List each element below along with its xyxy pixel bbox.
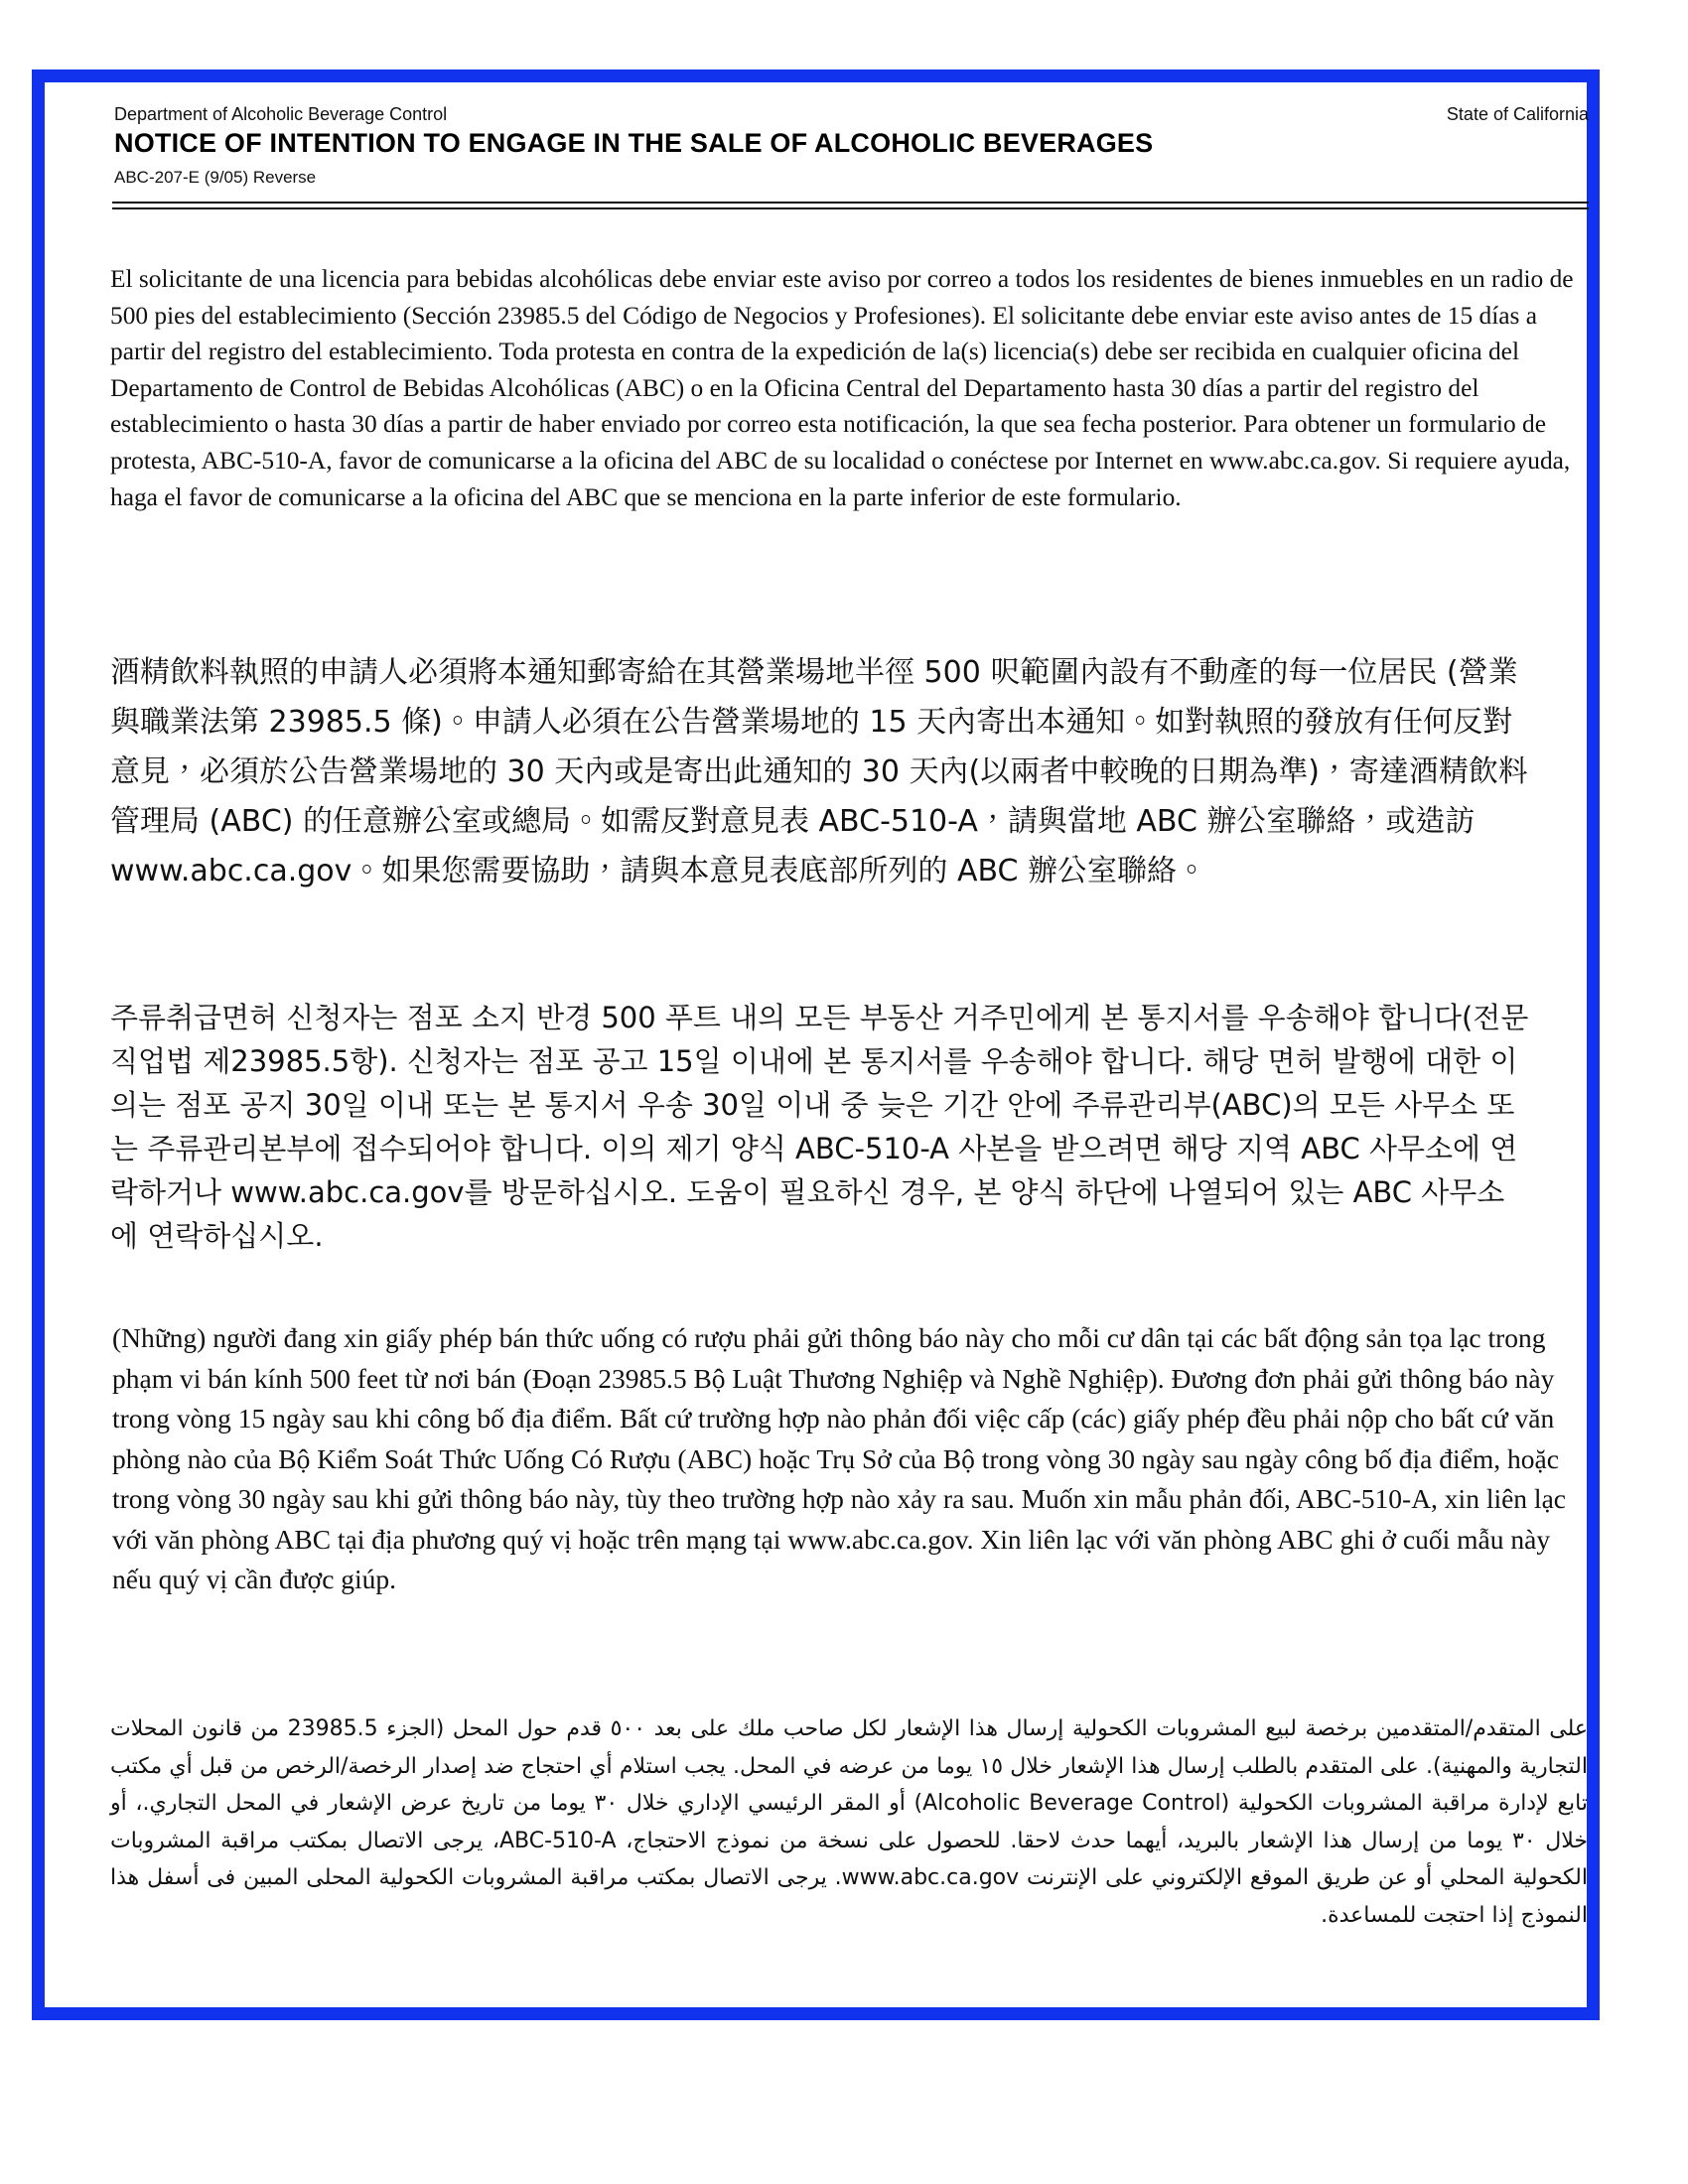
korean-paragraph: 주류취급면허 신청자는 점포 소지 반경 500 푸트 내의 모든 부동산 거주민에게 본 통지서를 우송해야 합니다(전문직업법 제23985.5항). 신청자는 점포 공고 15일 이내에 본 통지서를 우송해야 합니다. 해당 면허 발행에 대한 이의는 점포 공지 30일 이내 또는 본 통지서 우송 30일 이내 중 늦은 기간 안에 주류관리부(ABC)의 모든 사무소 또는 주류관리본부에 접수되어야 합니다. 이의 제기 양식 ABC-510-A 사본을 받으려면 해당 지역 ABC 사무소에 연락하거나 www.abc.ca.gov를 방문하십시오. 도움이 필요하신 경우, 본 양식 하단에 나열되어 있는 ABC 사무소에 연락하십시오. — [110, 1001, 1529, 1253]
page-frame — [32, 69, 1600, 2020]
form-number: ABC-207-E (9/05) Reverse — [114, 168, 317, 187]
vietnamese-paragraph: (Những) người đang xin giấy phép bán thức uống có rượu phải gửi thông báo này cho mỗi cư dân tại các bất động sản tọa lạc trong phạm vi bán kính 500 feet từ nơi bán (Đoạn 23985.5 Bộ Luật Thương Nghiệp và Nghề Nghiệp). Đương đơn phải gửi thông báo này trong vòng 15 ngày sau khi công bố địa điểm. Bất cứ trường hợp nào phản đối việc cấp (các) giấy phép đều phải nộp cho bất cứ văn phòng nào của Bộ Kiểm Soát Thức Uống Có Rượu (ABC) hoặc Trụ Sở của Bộ trong vòng 30 ngày sau ngày công bố địa điểm, hoặc trong vòng 30 ngày sau khi gửi thông báo này, tùy theo trường hợp nào xảy ra sau. Muốn xin mẫu phản đối, ABC-510-A, xin liên lạc với văn phòng ABC tại địa phương quý vị hoặc trên mạng tại www.abc.ca.gov. Xin liên lạc với văn phòng ABC ghi ở cuối mẫu này nếu quý vị cần được giúp. — [112, 1322, 1566, 1594]
spanish-paragraph: El solicitante de una licencia para bebidas alcohólicas debe enviar este aviso por correo a todos los residentes de bienes inmuebles en un radio de 500 pies del establecimiento (Sección 23985.5 del Código de Negocios y Profesiones). El solicitante debe enviar este aviso antes de 15 días a partir del registro del establecimiento. Toda protesta en contra de la expedición de la(s) licencia(s) debe ser recibida en cualquier oficina del Departamento de Control de Bebidas Alcohólicas (ABC) o en la Oficina Central del Departamento hasta 30 días a partir del registro del establecimiento o hasta 30 días a partir de haber enviado por correo esta notificación, la que sea fecha posterior. Para obtener un formulario de protesta, ABC-510-A, favor de comunicarse a la oficina del ABC de su localidad o conéctese por Internet en www.abc.ca.gov. Si requiere ayuda, haga el favor de comunicarse a la oficina del ABC que se menciona en la parte inferior de este formulario. — [110, 265, 1574, 511]
header-divider-bottom — [112, 207, 1589, 209]
form-title: NOTICE OF INTENTION TO ENGAGE IN THE SALE OF ALCOHOLIC BEVERAGES — [114, 128, 1154, 158]
state-name: State of California — [1446, 104, 1589, 124]
arabic-paragraph: على المتقدم/المتقدمين برخصة لبيع المشروبات الكحولية إرسال هذا الإشعار لكل صاحب ملك على بعد ٥٠٠ قدم حول المحل (الجزء 23985.5 من قانون المحلات التجارية والمهنية). على المتقدم بالطلب إرسال هذا الإشعار خلال ١٥ يوما من عرضه في المحل. يجب استلام أي احتجاج ضد إصدار الرخصة/الرخص من قبل أي مكتب تابع لإدارة مراقبة المشروبات الكحولية (Alcoholic Beverage Control) أو المقر الرئيسي الإداري خلال ٣٠ يوما من تاريخ عرض الإشعار في المحل التجاري.، أو خلال ٣٠ يوما من إرسال هذا الإشعار بالبريد، أيهما حدث لاحقا. للحصول على نسخة من نموذج الاحتجاج، ABC-510-A، يرجى الاتصال بمكتب مراقبة المشروبات الكحولية المحلي أو عن طريق الموقع الإلكتروني على الإنترنت www.abc.ca.gov. يرجى الاتصال بمكتب مراقبة المشروبات الكحولية المحلى المبين فى أسفل هذا النموذج إذا احتجت للمساعدة. — [110, 1716, 1588, 1928]
department-name: Department of Alcoholic Beverage Control — [114, 104, 448, 124]
chinese-paragraph: 酒精飲料執照的申請人必須將本通知郵寄給在其營業場地半徑 500 呎範圍內設有不動產的每一位居民 (營業與職業法第 23985.5 條)。申請人必須在公告營業場地的 15 天內寄出本通知。如對執照的發放有任何反對意見，必須於公告營業場地的 30 天內或是寄出此通知的 30 天內(以兩者中較晚的日期為準)，寄達酒精飲料管理局 (ABC) 的任意辦公室或總局。如需反對意見表 ABC-510-A，請與當地 ABC 辦公室聯絡，或造訪 www.abc.ca.gov。如果您需要協助，請與本意見表底部所列的 ABC 辦公室聯絡。 — [110, 655, 1528, 888]
header-divider-top — [112, 202, 1589, 204]
